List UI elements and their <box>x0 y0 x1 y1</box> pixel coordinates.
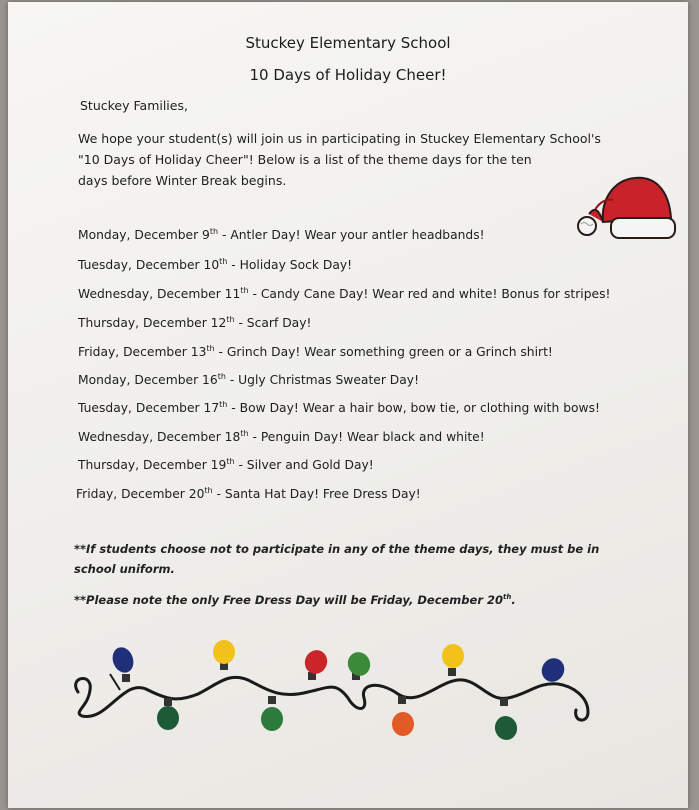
light-bulb <box>157 698 179 730</box>
intro-line: days before Winter Break begins. <box>78 173 287 188</box>
letter-page <box>8 2 688 808</box>
school-name: Stuckey Elementary School <box>245 34 451 52</box>
uniform-note: **If students choose not to participate in any of the theme days, they must be in school uniform. <box>74 542 600 576</box>
light-bulb <box>492 698 519 742</box>
theme-day: Thursday, December 12th - Scarf Day! <box>78 314 312 330</box>
event-title: 10 Days of Holiday Cheer! <box>249 66 447 84</box>
intro-line: "10 Days of Holiday Cheer"! Below is a list of the theme days for the ten <box>78 152 532 167</box>
light-bulb <box>537 654 568 686</box>
greeting: Stuckey Families, <box>80 98 188 113</box>
theme-day: Friday, December 20th - Santa Hat Day! Free Dress Day! <box>76 485 421 501</box>
theme-day: Thursday, December 19th - Silver and Gold Day! <box>78 456 374 472</box>
theme-day: Friday, December 13th - Grinch Day! Wear something green or a Grinch shirt! <box>78 343 553 359</box>
theme-day: Monday, December 9th - Antler Day! Wear your antler headbands! <box>78 226 485 242</box>
light-bulb <box>344 648 374 680</box>
theme-day: Wednesday, December 18th - Penguin Day! Wear black and white! <box>78 428 485 444</box>
light-bulb <box>261 696 283 731</box>
light-bulb <box>442 644 464 676</box>
theme-day: Tuesday, December 10th - Holiday Sock Day! <box>78 256 353 272</box>
intro-line: We hope your student(s) will join us in participating in Stuckey Elementary School's <box>78 131 601 146</box>
intro-paragraph <box>78 128 601 191</box>
theme-day: Monday, December 16th - Ugly Christmas Sweater Day! <box>78 371 420 387</box>
light-bulb <box>392 696 414 736</box>
free-dress-note: **Please note the only Free Dress Day will be Friday, December 20th. <box>74 593 516 607</box>
light-bulb <box>301 646 331 680</box>
santa-hat-icon <box>573 170 683 250</box>
theme-day: Wednesday, December 11th - Candy Cane Day! Wear red and white! Bonus for stripes! <box>78 285 611 301</box>
light-bulb <box>213 640 235 670</box>
holiday-lights-icon <box>68 632 608 742</box>
light-bulb <box>109 644 137 682</box>
theme-day: Tuesday, December 17th - Bow Day! Wear a hair bow, bow tie, or clothing with bows! <box>78 399 600 415</box>
